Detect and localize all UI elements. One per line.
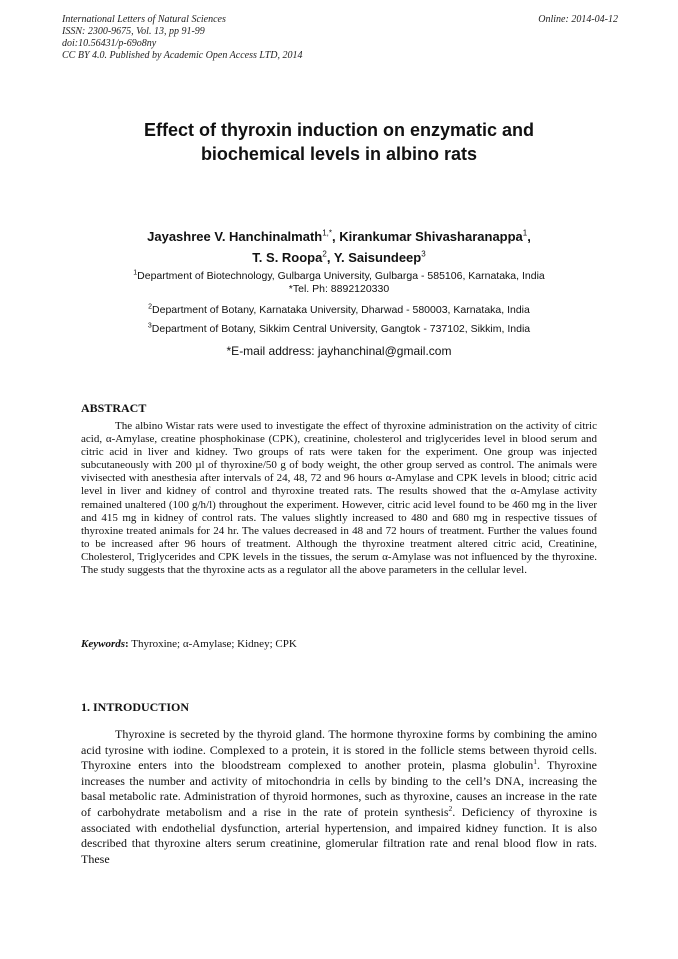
intro-text-part: . Thyroxine increases the number and activity of mitochondria in cells by binding to the cell’s DNA, increasing the basal metabolic rate. Administration of thyroid hormones, such as thyroxine, causes an increase in the rate of carbohydrate metabolism and a rise in the rate of protein synthesis [81,758,597,819]
author-name: T. S. Roopa [252,250,323,265]
issn-line: ISSN: 2300-9675, Vol. 13, pp 91-99 [62,26,205,37]
journal-name: International Letters of Natural Sciences [62,14,226,25]
author-affiliation-mark: 1 [522,228,528,238]
author-affiliation-mark: 1,* [322,228,333,238]
affiliation-text: Department of Biotechnology, Gulbarga University, Gulbarga - 585106, Karnataka, India [137,270,545,282]
intro-text-part: . Deficiency of thyroxine is associated with endothelial dysfunction, arterial hypertension, and impaired kidney function. It is also described that thyroxine alters serum creatinine, glomerular filtration rate and renal blood flow in rats. These [81,804,598,866]
keywords-text: Thyroxine; α-Amylase; Kidney; CPK [128,638,297,650]
abstract-text: The albino Wistar rats were used to investigate the effect of thyroxine administration on the activity of citric acid, α-Amylase, creatine phosphokinase (CPK), creatinine, cholesterol and triglycerides level in blood serum and citric acid in liver and kidney. Two groups of rats were taken for the experiment. One group was injected subcutaneously with 200 µl of thyroxine/50 g of body weight, the other group served as control. The animals were vivisected with anesthesia after intervals of 24, 48, 72 and 96 hours α-Amylase and CPK levels in blood; citric acid level in liver and kidney of control and thyroxine treated rats. The results showed that the α-Amylase activity remained unaltered (100 g/h/l) throughout the experiment. However, citric acid level found to be 460 mg in the liver and 415 mg in kidney of control rats. The values slightly increased to 480 and 680 mg in respective tissues of thyroxine treated animals for 24 hr. The values decreased in 48 and 72 hours of treatment. Further the values found to be increased after 96 hours of treatment. Although the thyroxine treatment altered citric acid, Creatinine, Cholesterol, Triglycerides and CPK levels in the tissues, the serum α-Amylase was not influenced by the thyroxine. The study suggests that the thyroxine acts as a regulator all the above parameters in the cellular level. [81,420,597,577]
author-list [60,226,618,268]
affiliation-text: Department of Botany, Karnataka University, Dharwad - 580003, Karnataka, India [152,304,530,316]
keywords-label: Keywords [81,638,125,650]
keywords [81,638,597,651]
affiliation-number: 1 [133,269,138,277]
author-separator: , [332,229,340,244]
author-line-2 [60,247,618,268]
intro-text-part: Thyroxine is secreted by the thyroid gland. The hormone thyroxine forms by combining the amino acid tyrosine with iodine. Complexed to a protein, it is stored in the follicle stems between thyroid cells. Thyroxine enters into the bloodstream complexed to another protein, plasma globulin [81,727,597,773]
author-separator: , [527,229,531,244]
telephone: *Tel. Ph: 8892120330 [288,283,390,295]
title-line-2: biochemical levels in albino rats [200,144,478,164]
affiliation-number: 2 [148,303,153,311]
affiliation-1 [60,270,618,296]
introduction-heading: 1. INTRODUCTION [81,700,190,714]
introduction-text [81,727,597,867]
author-name: Jayashree V. Hanchinalmath [147,229,323,244]
affiliation-1-line [60,270,618,283]
affiliation-2 [60,304,618,317]
abstract-heading: ABSTRACT [81,401,147,415]
keywords-colon: : [125,638,129,650]
doi-line: doi:10.56431/p-69o8ny [62,38,157,49]
author-affiliation-mark: 3 [421,249,426,259]
author-separator: , [326,250,334,265]
affiliation-number: 3 [147,322,152,330]
author-name: Y. Saisundeep [333,250,422,265]
affiliation-text: Department of Botany, Sikkim Central University, Gangtok - 737102, Sikkim, India [151,323,531,335]
journal-header [62,14,618,62]
paper-title [60,118,618,166]
citation-ref: 2 [448,803,453,813]
online-date: Online: 2014-04-12 [538,14,618,25]
affiliation-3 [60,323,618,336]
email-address: *E-mail address: jayhanchinal@gmail.com [226,344,452,358]
author-line-1 [60,226,618,247]
author-name: Kirankumar Shivasharanappa [339,229,523,244]
title-line-1: Effect of thyroxin induction on enzymatic and [143,120,535,140]
license-line: CC BY 4.0. Published by Academic Open Access LTD, 2014 [62,50,303,61]
citation-ref: 1 [533,757,538,767]
author-affiliation-mark: 2 [322,249,327,259]
